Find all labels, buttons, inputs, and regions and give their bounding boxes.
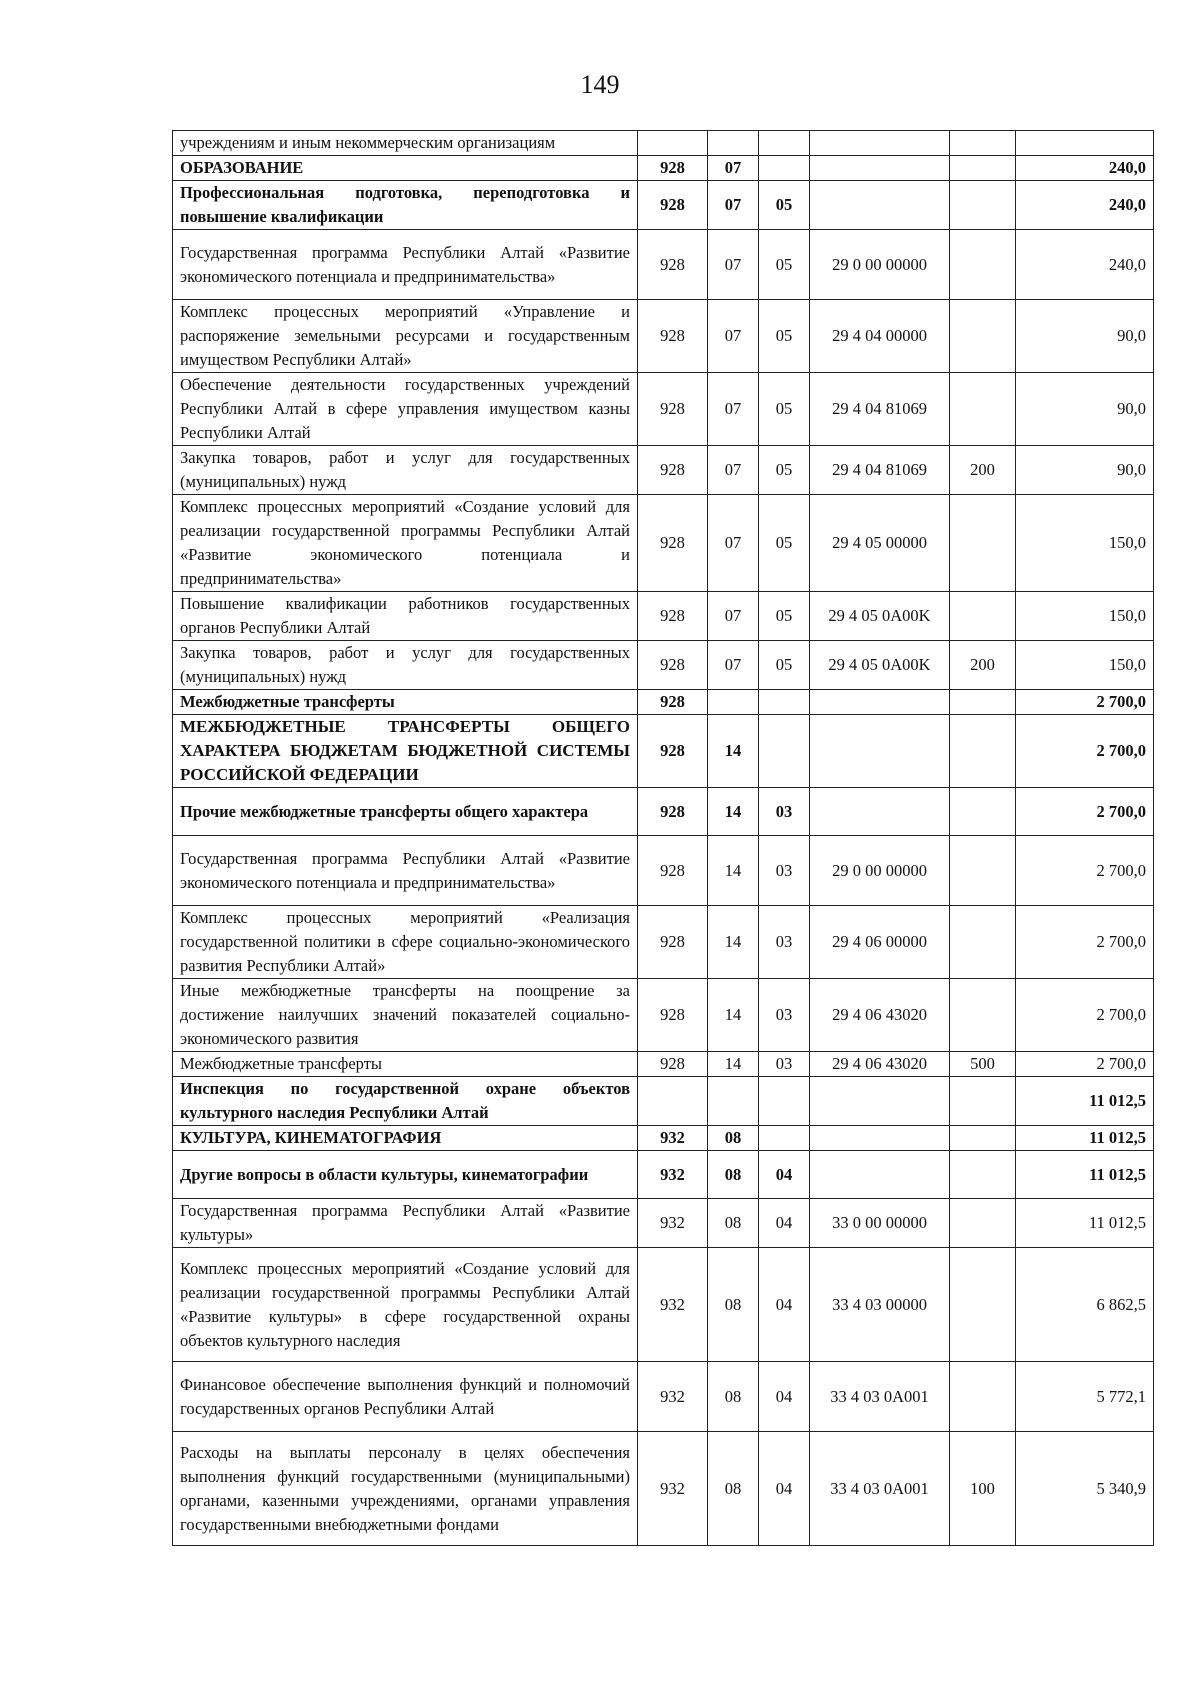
budget-item-name: Повышение квалификации работников государственных органов Республики Алтай	[173, 592, 638, 641]
table-row	[173, 1199, 1154, 1248]
target-article-code	[810, 715, 950, 788]
target-article-code	[810, 1126, 950, 1151]
ministry-code: 932	[638, 1248, 708, 1362]
expense-type-code	[950, 836, 1016, 906]
budget-table-body	[173, 131, 1154, 1546]
expense-type-code: 100	[950, 1432, 1016, 1546]
ministry-code	[638, 131, 708, 156]
ministry-code: 928	[638, 446, 708, 495]
budget-item-name: Комплекс процессных мероприятий «Управление и распоряжение земельными ресурсами и государственным имуществом Республики Алтай»	[173, 300, 638, 373]
budget-item-name: Государственная программа Республики Алтай «Развитие культуры»	[173, 1199, 638, 1248]
budget-item-name: Обеспечение деятельности государственных учреждений Республики Алтай в сфере управления имуществом казны Республики Алтай	[173, 373, 638, 446]
section-code: 14	[708, 788, 759, 836]
subsection-code: 05	[759, 641, 810, 690]
table-row	[173, 1248, 1154, 1362]
amount: 11 012,5	[1016, 1126, 1154, 1151]
target-article-code: 29 4 04 81069	[810, 373, 950, 446]
section-code: 08	[708, 1126, 759, 1151]
expense-type-code	[950, 788, 1016, 836]
table-row	[173, 836, 1154, 906]
section-code: 14	[708, 715, 759, 788]
table-row	[173, 1077, 1154, 1126]
budget-item-name: Финансовое обеспечение выполнения функций и полномочий государственных органов Республики Алтай	[173, 1362, 638, 1432]
ministry-code: 928	[638, 836, 708, 906]
ministry-code: 928	[638, 181, 708, 230]
amount: 11 012,5	[1016, 1199, 1154, 1248]
subsection-code: 04	[759, 1151, 810, 1199]
ministry-code	[638, 1077, 708, 1126]
table-row	[173, 446, 1154, 495]
table-row	[173, 300, 1154, 373]
amount	[1016, 131, 1154, 156]
page-number: 149	[580, 70, 620, 99]
section-code	[708, 1077, 759, 1126]
expense-type-code	[950, 1151, 1016, 1199]
amount: 90,0	[1016, 373, 1154, 446]
table-row	[173, 788, 1154, 836]
expense-type-code	[950, 373, 1016, 446]
table-row	[173, 373, 1154, 446]
target-article-code: 29 4 04 81069	[810, 446, 950, 495]
ministry-code: 932	[638, 1432, 708, 1546]
section-code: 14	[708, 906, 759, 979]
section-code: 14	[708, 979, 759, 1052]
expense-type-code	[950, 979, 1016, 1052]
subsection-code: 03	[759, 788, 810, 836]
ministry-code: 928	[638, 788, 708, 836]
ministry-code: 928	[638, 641, 708, 690]
target-article-code: 29 4 05 0A00K	[810, 592, 950, 641]
subsection-code	[759, 1126, 810, 1151]
section-code: 07	[708, 495, 759, 592]
ministry-code: 928	[638, 715, 708, 788]
section-code: 08	[708, 1151, 759, 1199]
expense-type-code	[950, 1248, 1016, 1362]
section-code: 07	[708, 592, 759, 641]
amount: 5 340,9	[1016, 1432, 1154, 1546]
subsection-code: 05	[759, 495, 810, 592]
target-article-code: 29 4 05 00000	[810, 495, 950, 592]
subsection-code	[759, 1077, 810, 1126]
ministry-code: 928	[638, 592, 708, 641]
table-row	[173, 230, 1154, 300]
table-row	[173, 1052, 1154, 1077]
table-row	[173, 690, 1154, 715]
expense-type-code: 500	[950, 1052, 1016, 1077]
ministry-code: 928	[638, 495, 708, 592]
section-code: 07	[708, 446, 759, 495]
amount: 150,0	[1016, 641, 1154, 690]
target-article-code: 29 0 00 00000	[810, 230, 950, 300]
budget-item-name: Комплекс процессных мероприятий «Создание условий для реализации государственной программы Республики Алтай «Развитие культуры» в сфере государственной охраны объектов культурного наследия	[173, 1248, 638, 1362]
amount: 240,0	[1016, 156, 1154, 181]
table-row	[173, 1362, 1154, 1432]
expense-type-code	[950, 1077, 1016, 1126]
table-row	[173, 906, 1154, 979]
budget-item-name: Прочие межбюджетные трансферты общего характера	[173, 788, 638, 836]
table-row	[173, 181, 1154, 230]
amount: 2 700,0	[1016, 836, 1154, 906]
target-article-code	[810, 1151, 950, 1199]
table-row	[173, 592, 1154, 641]
subsection-code: 04	[759, 1362, 810, 1432]
table-row	[173, 156, 1154, 181]
target-article-code	[810, 1077, 950, 1126]
budget-item-name: Иные межбюджетные трансферты на поощрение за достижение наилучших значений показателей социально-экономического развития	[173, 979, 638, 1052]
section-code: 07	[708, 373, 759, 446]
expense-type-code	[950, 156, 1016, 181]
budget-item-name: Закупка товаров, работ и услуг для государственных (муниципальных) нужд	[173, 446, 638, 495]
amount: 2 700,0	[1016, 979, 1154, 1052]
subsection-code: 05	[759, 181, 810, 230]
expense-type-code	[950, 906, 1016, 979]
expense-type-code: 200	[950, 446, 1016, 495]
budget-item-name: Межбюджетные трансферты	[173, 1052, 638, 1077]
subsection-code: 03	[759, 836, 810, 906]
budget-item-name: Расходы на выплаты персоналу в целях обеспечения выполнения функций государственными (муниципальными) органами, казенными учреждениями, органами управления государственными внебюджетными фондами	[173, 1432, 638, 1546]
target-article-code	[810, 181, 950, 230]
amount: 150,0	[1016, 495, 1154, 592]
table-row	[173, 495, 1154, 592]
ministry-code: 928	[638, 979, 708, 1052]
subsection-code: 05	[759, 592, 810, 641]
amount: 240,0	[1016, 230, 1154, 300]
expense-type-code	[950, 1362, 1016, 1432]
section-code: 08	[708, 1362, 759, 1432]
ministry-code: 928	[638, 230, 708, 300]
amount: 2 700,0	[1016, 788, 1154, 836]
subsection-code	[759, 156, 810, 181]
target-article-code: 29 0 00 00000	[810, 836, 950, 906]
target-article-code	[810, 156, 950, 181]
expense-type-code	[950, 715, 1016, 788]
section-code: 07	[708, 641, 759, 690]
budget-item-name: Закупка товаров, работ и услуг для государственных (муниципальных) нужд	[173, 641, 638, 690]
section-code: 07	[708, 181, 759, 230]
subsection-code: 04	[759, 1248, 810, 1362]
expense-type-code	[950, 495, 1016, 592]
target-article-code: 33 4 03 00000	[810, 1248, 950, 1362]
target-article-code: 29 4 06 43020	[810, 1052, 950, 1077]
expense-type-code: 200	[950, 641, 1016, 690]
budget-item-name: МЕЖБЮДЖЕТНЫЕ ТРАНСФЕРТЫ ОБЩЕГО ХАРАКТЕРА БЮДЖЕТАМ БЮДЖЕТНОЙ СИСТЕМЫ РОССИЙСКОЙ ФЕДЕРАЦИИ	[173, 715, 638, 788]
section-code: 08	[708, 1248, 759, 1362]
budget-item-name: Комплекс процессных мероприятий «Реализация государственной политики в сфере социально-экономического развития Республики Алтай»	[173, 906, 638, 979]
expense-type-code	[950, 1199, 1016, 1248]
section-code: 07	[708, 156, 759, 181]
table-row	[173, 641, 1154, 690]
budget-item-name: КУЛЬТУРА, КИНЕМАТОГРАФИЯ	[173, 1126, 638, 1151]
budget-item-name: ОБРАЗОВАНИЕ	[173, 156, 638, 181]
budget-item-name: Профессиональная подготовка, переподготовка и повышение квалификации	[173, 181, 638, 230]
amount: 2 700,0	[1016, 906, 1154, 979]
subsection-code: 03	[759, 1052, 810, 1077]
section-code	[708, 131, 759, 156]
section-code: 08	[708, 1432, 759, 1546]
amount: 11 012,5	[1016, 1077, 1154, 1126]
section-code	[708, 690, 759, 715]
target-article-code: 29 4 05 0A00K	[810, 641, 950, 690]
ministry-code: 932	[638, 1362, 708, 1432]
expense-type-code	[950, 592, 1016, 641]
table-row	[173, 1432, 1154, 1546]
target-article-code: 29 4 06 00000	[810, 906, 950, 979]
amount: 90,0	[1016, 446, 1154, 495]
table-row	[173, 1126, 1154, 1151]
subsection-code: 03	[759, 906, 810, 979]
amount: 240,0	[1016, 181, 1154, 230]
amount: 150,0	[1016, 592, 1154, 641]
expense-type-code	[950, 300, 1016, 373]
ministry-code: 928	[638, 1052, 708, 1077]
subsection-code: 04	[759, 1199, 810, 1248]
expense-type-code	[950, 131, 1016, 156]
amount: 2 700,0	[1016, 1052, 1154, 1077]
section-code: 07	[708, 300, 759, 373]
target-article-code: 33 4 03 0A001	[810, 1432, 950, 1546]
amount: 90,0	[1016, 300, 1154, 373]
target-article-code: 29 4 06 43020	[810, 979, 950, 1052]
subsection-code	[759, 715, 810, 788]
ministry-code: 928	[638, 690, 708, 715]
amount: 11 012,5	[1016, 1151, 1154, 1199]
subsection-code: 04	[759, 1432, 810, 1546]
subsection-code: 05	[759, 446, 810, 495]
amount: 6 862,5	[1016, 1248, 1154, 1362]
ministry-code: 932	[638, 1151, 708, 1199]
expense-type-code	[950, 181, 1016, 230]
subsection-code: 05	[759, 373, 810, 446]
ministry-code: 928	[638, 906, 708, 979]
amount: 2 700,0	[1016, 715, 1154, 788]
target-article-code: 33 0 00 00000	[810, 1199, 950, 1248]
budget-item-name: учреждениям и иным некоммерческим организациям	[173, 131, 638, 156]
budget-table	[172, 130, 1154, 1546]
amount: 5 772,1	[1016, 1362, 1154, 1432]
budget-item-name: Другие вопросы в области культуры, кинематографии	[173, 1151, 638, 1199]
section-code: 14	[708, 1052, 759, 1077]
target-article-code: 33 4 03 0A001	[810, 1362, 950, 1432]
budget-item-name: Межбюджетные трансферты	[173, 690, 638, 715]
section-code: 08	[708, 1199, 759, 1248]
table-row	[173, 979, 1154, 1052]
ministry-code: 928	[638, 300, 708, 373]
ministry-code: 928	[638, 156, 708, 181]
subsection-code: 03	[759, 979, 810, 1052]
ministry-code: 928	[638, 373, 708, 446]
subsection-code	[759, 690, 810, 715]
expense-type-code	[950, 690, 1016, 715]
target-article-code: 29 4 04 00000	[810, 300, 950, 373]
amount: 2 700,0	[1016, 690, 1154, 715]
table-row	[173, 715, 1154, 788]
subsection-code: 05	[759, 300, 810, 373]
section-code: 14	[708, 836, 759, 906]
subsection-code: 05	[759, 230, 810, 300]
budget-item-name: Инспекция по государственной охране объектов культурного наследия Республики Алтай	[173, 1077, 638, 1126]
budget-item-name: Государственная программа Республики Алтай «Развитие экономического потенциала и предпринимательства»	[173, 836, 638, 906]
expense-type-code	[950, 1126, 1016, 1151]
budget-item-name: Комплекс процессных мероприятий «Создание условий для реализации государственной программы Республики Алтай «Развитие экономического потенциала и предпринимательства»	[173, 495, 638, 592]
target-article-code	[810, 131, 950, 156]
expense-type-code	[950, 230, 1016, 300]
target-article-code	[810, 690, 950, 715]
section-code: 07	[708, 230, 759, 300]
target-article-code	[810, 788, 950, 836]
ministry-code: 932	[638, 1126, 708, 1151]
table-row	[173, 131, 1154, 156]
ministry-code: 932	[638, 1199, 708, 1248]
subsection-code	[759, 131, 810, 156]
table-row	[173, 1151, 1154, 1199]
budget-item-name: Государственная программа Республики Алтай «Развитие экономического потенциала и предпринимательства»	[173, 230, 638, 300]
